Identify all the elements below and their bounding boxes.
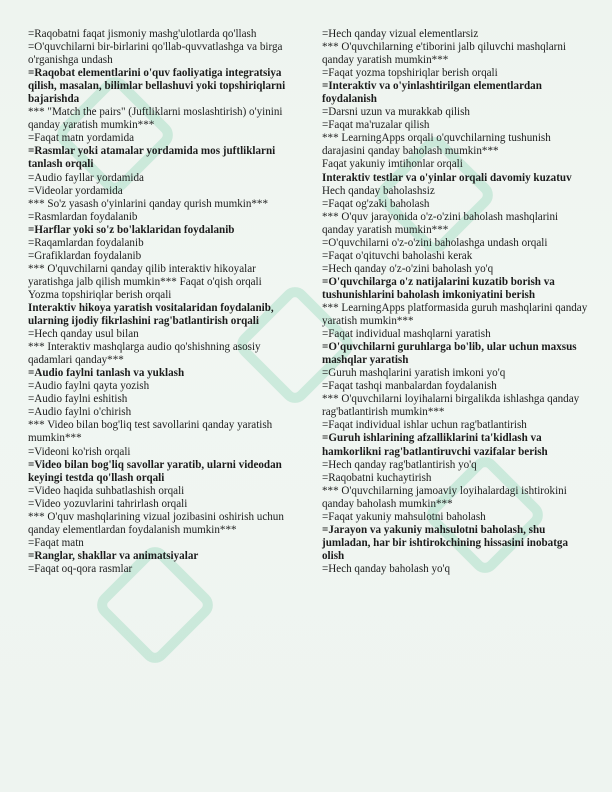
text-line: =Faqat individual ishlar uchun rag'batlantirish — [322, 419, 527, 432]
text-line: =Faqat individual mashqlarni yaratish — [322, 328, 491, 341]
text-line: =Faqat matn yordamida — [28, 132, 135, 145]
text-line: =Rasmlardan foydalanib — [28, 210, 138, 223]
text-line: *** So'z yasash o'yinlarini qanday qurish mumkin*** — [28, 197, 269, 210]
right-column — [322, 28, 590, 576]
text-line: =Faqat yakuniy mahsulotni baholash — [322, 510, 486, 523]
text-line: =Hech qanday vizual elementlarsiz — [322, 28, 479, 40]
text-line: =Faqat yozma topshiriqlar berish orqali — [322, 67, 498, 80]
answer-correct-line: =Guruh ishlarining afzalliklarini ta'kidlash va hamkorlikni rag'batlantiruvchi vazifalar berish — [322, 432, 548, 458]
text-line: *** Interaktiv mashqlarga audio qo'shishning asosiy qadamlari qanday*** — [28, 341, 261, 367]
answer-correct-line: =Ranglar, shakllar va animatsiyalar — [28, 549, 199, 562]
text-line: *** LearningApps orqali o'quvchilarning tushunish darajasini qanday baholash mumkin*** — [322, 132, 551, 158]
text-line: =Faqat matn — [28, 536, 84, 549]
text-line: =O'quvchilarni o'z-o'zini baholashga undash orqali — [322, 236, 548, 249]
text-line: =Darsni uzun va murakkab qilish — [322, 106, 470, 119]
text-line: *** O'quv mashqlarining vizual jozibasini oshirish uchun qanday elementlardan foydalanish mumkin*** — [28, 510, 284, 536]
text-line: =Hech qanday rag'batlantirish yo'q — [322, 458, 477, 471]
text-line: Hech qanday baholashsiz — [322, 184, 435, 197]
text-line: =Audio faylni qayta yozish — [28, 380, 150, 393]
text-line: =Videoni ko'rish orqali — [28, 445, 131, 458]
text-line: =Hech qanday baholash yo'q — [322, 562, 451, 575]
answer-correct-line: =Interaktiv va o'yinlashtirilgan elementlardan foydalanish — [322, 80, 542, 106]
text-line: =Audio fayllar yordamida — [28, 171, 144, 184]
text-line: =Audio faylni o'chirish — [28, 406, 132, 419]
text-line: =Hech qanday usul bilan — [28, 328, 139, 341]
text-line: =Video haqida suhbatlashish orqali — [28, 484, 185, 497]
answer-correct-line: =Audio faylni tanlash va yuklash — [28, 367, 185, 380]
left-column — [28, 28, 300, 576]
answer-correct-line: =Raqobat elementlarini o'quv faoliyatiga integratsiya qilish, masalan, bilimlar bellashuvi yoki topshiriqlarni bajarishda — [28, 67, 286, 106]
answer-correct-line: Interaktiv hikoya yaratish vositalaridan foydalanib, ularning ijodiy fikrlashini rag'batlantirish orqali — [28, 301, 274, 328]
answer-correct-line: =O'quvchilarga o'z natijalarini kuzatib borish va tushunishlarini baholash imkoniyatini berish — [322, 275, 555, 301]
text-line: *** O'quvchilarni loyihalarni birgalikda ishlashga qanday rag'batlantirish mumkin*** — [322, 393, 580, 419]
text-line: =Raqamlardan foydalanib — [28, 236, 144, 249]
text-line: =Raqobatni kuchaytirish — [322, 471, 432, 484]
text-line: Faqat yakuniy imtihonlar orqali — [322, 158, 463, 171]
text-line: *** LearningApps platformasida guruh mashqlarini qanday yaratish mumkin*** — [322, 301, 588, 328]
text-line: *** O'quvchilarning e'tiborini jalb qiluvchi mashqlarni qanday yaratish mumkin*** — [322, 41, 567, 67]
text-line: *** O'quvchilarni qanday qilib interaktiv hikoyalar yaratishga jalb qilish mumkin*** Faqat o'qish orqali — [28, 262, 262, 288]
text-line: =Faqat tashqi manbalardan foydalanish — [322, 380, 497, 393]
text-line: *** Video bilan bog'liq test savollarini qanday yaratish mumkin*** — [28, 419, 273, 445]
text-line: *** O'quv jarayonida o'z-o'zini baholash mashqlarini qanday yaratish mumkin*** — [322, 210, 559, 236]
text-line: Yozma topshiriqlar berish orqali — [28, 288, 172, 301]
answer-correct-line: =Rasmlar yoki atamalar yordamida mos juftliklarni tanlash orqali — [28, 145, 276, 171]
answer-correct-line: Interaktiv testlar va o'yinlar orqali davomiy kuzatuv — [322, 171, 572, 184]
answer-correct-line: =Video bilan bog'liq savollar yaratib, ularni videodan keyingi testda qo'llash orqali — [28, 458, 282, 484]
text-line: =Guruh mashqlarini yaratish imkoni yo'q — [322, 367, 506, 380]
text-line: *** "Match the pairs" (Juftliklarni moslashtirish) o'yinini qanday yaratish mumkin*** — [28, 106, 283, 132]
text-line: *** O'quvchilarning jamoaviy loyihalardagi ishtirokini qanday baholash mumkin*** — [322, 484, 567, 510]
text-line: =Faqat og'zaki baholash — [322, 197, 430, 210]
text-line: =Faqat ma'ruzalar qilish — [322, 119, 430, 132]
text-line: =Audio faylni eshitish — [28, 393, 128, 406]
text-line: =Video yozuvlarini tahrirlash orqali — [28, 497, 188, 510]
answer-correct-line: =Jarayon va yakuniy mahsulotni baholash, shu jumladan, har bir ishtirokchining hissasini inobatga olish — [322, 523, 568, 562]
answer-correct-line: =Harflar yoki so'z bo'laklaridan foydalanib — [28, 223, 235, 236]
text-line: =Videolar yordamida — [28, 184, 123, 197]
text-line: =O'quvchilarni bir-birlarini qo'llab-quvvatlashga va birga o'rganishga undash — [28, 41, 283, 67]
text-line: =Faqat o'qituvchi baholashi kerak — [322, 249, 473, 262]
answer-correct-line: =O'quvchilarni guruhlarga bo'lib, ular uchun maxsus mashqlar yaratish — [322, 341, 577, 367]
text-line: =Hech qanday o'z-o'zini baholash yo'q — [322, 262, 494, 275]
text-line: =Raqobatni faqat jismoniy mashg'ulotlarda qo'llash — [28, 28, 257, 40]
text-line: =Faqat oq-qora rasmlar — [28, 562, 133, 575]
text-line: =Grafiklardan foydalanib — [28, 249, 142, 262]
